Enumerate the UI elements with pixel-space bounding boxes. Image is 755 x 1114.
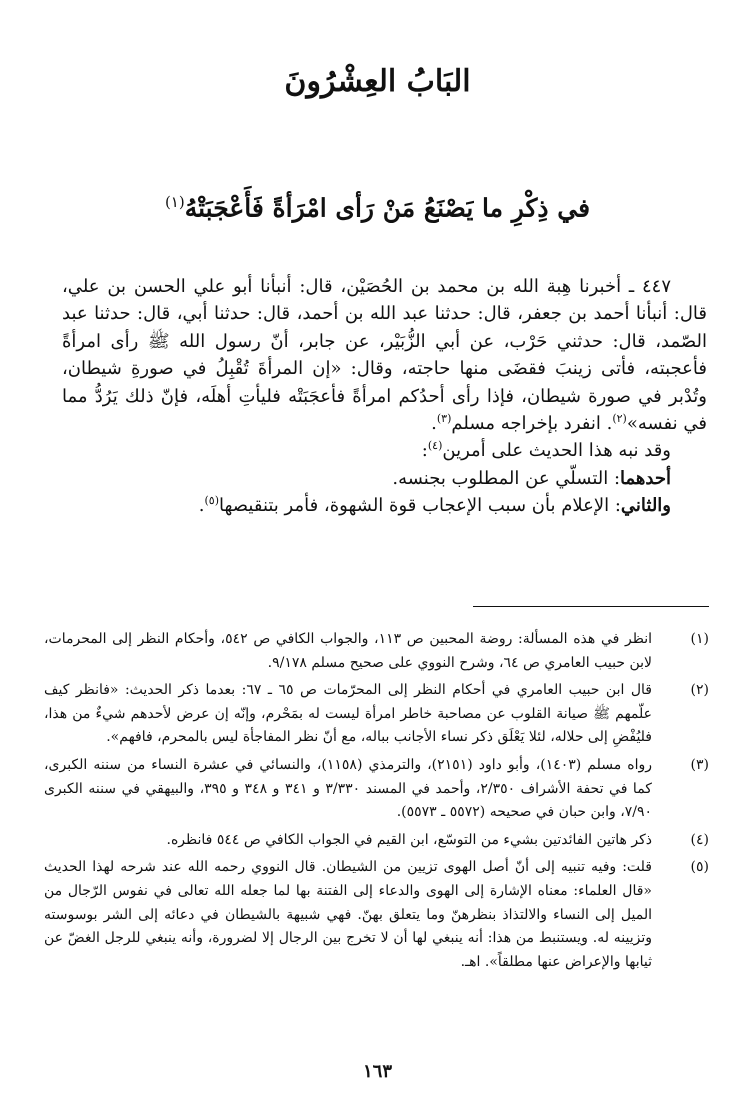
footnote-text: قال ابن حبيب العامري في أحكام النظر إلى المحرّمات ص ٦٥ ـ ٦٧: بعدما ذكر الحديث: «فانظر كيف علّمهم ﷺ صيانة القلوب عن مصاحبة خاطر امرأة ليست له بمَحْرم، وإنّه إن عرض لأحدهم شيءٌ من هذا، فليُفْضِ إلى حلاله، لئلا يَعْلَق ذكر نساء الأجانب بباله، مع أنّ نظر المفاجأة ليس بالمحرم، فافهم».	[44, 682, 652, 746]
footnote	[44, 628, 709, 675]
second-point-text: : الإعلام بأن سبب الإعجاب قوة الشهوة، فأمر بتنقيصها	[219, 495, 621, 517]
first-point-text: : التسلّي عن المطلوب بجنسه.	[392, 467, 621, 489]
footnote-number: (٤)	[690, 831, 709, 848]
footnote-number: (٣)	[690, 756, 709, 773]
footnote-ref-5: (٥)	[204, 494, 220, 508]
hadith-end: .	[431, 413, 437, 435]
footnote-ref-3: (٣)	[436, 412, 452, 426]
footnote	[44, 679, 709, 750]
hadith-paragraph	[62, 273, 707, 437]
footnote	[44, 829, 709, 853]
footnote-number: (٢)	[690, 682, 709, 699]
main-text	[62, 273, 707, 520]
note-intro	[62, 437, 707, 464]
page-number: ١٦٣	[362, 1061, 392, 1082]
footnote-number: (١)	[690, 631, 709, 647]
second-point-label: والثاني	[620, 495, 671, 517]
footnote	[44, 754, 709, 825]
footnote-number: (٥)	[690, 859, 709, 876]
footnote-text: ذكر هاتين الفائدتين بشيء من التوسّع، ابن القيم في الجواب الكافي ص ٥٤٤ فانظره.	[166, 831, 652, 848]
hadith-text: ٤٤٧ ـ أخبرنا هِبة الله بن محمد بن الحُصَيْن، قال: أنبأنا أبو علي الحسن بن علي، قال: أنبأنا أحمد بن جعفر، قال: حدثنا عبد الله بن أحمد، قال: حدثنا أبي، قال: حدثنا عبد الصّمد، قال: حدثني حَرْب، عن أبي الزُّبَيْر، عن جابر، أنّ رسول الله ﷺ رأى امرأةً فأعجبته، فأتى زينبَ فقضَى منها حاجته، وقال: «إن المرأةَ تُقْبِلُ في صورةِ شيطان، وتُدْبر في صورة شيطان، فإذا رأى أحدُكم امرأةً فأعجَبَتْه فليأتِ أهلَه، فإنّ ذلك يَرُدُّ مما في نفسه»	[62, 276, 707, 435]
first-point-label: أحدهما	[620, 467, 671, 489]
footnote-divider	[473, 606, 709, 607]
section-heading	[40, 182, 715, 228]
second-point-tail: .	[198, 495, 205, 517]
footnote-ref-1: (١)	[164, 193, 185, 211]
footnote-ref-4: (٤)	[427, 439, 443, 453]
section-heading-text: في ذِكْرِ ما يَصْنَعُ مَنْ رَأى امْرَأةً فَأَعْجَبَتْهُ	[184, 193, 591, 223]
footnotes	[44, 628, 709, 978]
second-point	[62, 492, 707, 519]
footnote-text: قلت: وفيه تنبيه إلى أنّ أصل الهوى تزيين من الشيطان. قال النووي رحمه الله عند شرحه لهذا الحديث «قال العلماء: معناه الإشارة إلى الهوى والدعاء إلى الفتنة بها لما جعله الله تعالى في نفوس الرّجال من الميل إلى النساء والالتذاذ بنظرهنّ وما يتعلق بهنّ. فهي شبيهة بالشيطان في دعائه إلى الشر بوسوسته وتزيينه له. ويستنبط من هذا: أنه ينبغي لها أن لا تخرج بين الرجال إلا لضرورة، وأنه ينبغي للرجل الغضّ عن ثيابها والإعراض عنها مطلقاً». اهـ.	[44, 859, 652, 970]
hadith-attribution: . انفرد بإخراجه مسلم	[451, 413, 613, 435]
footnote-ref-2: (٢)	[612, 412, 627, 426]
chapter-title: البَابُ العِشْرُونَ	[284, 64, 471, 99]
first-point	[62, 465, 707, 492]
footnote-text: رواه مسلم (١٤٠٣)، وأبو داود (٢١٥١)، والترمذي (١١٥٨)، والنسائي في عشرة النساء من سننه الكبرى، كما في تحفة الأشراف ٢/٣٥٠، وأحمد في المسند ٣/٣٣٠ و ٣٤١ و ٣٤٨ و ٣٩٥، والبيهقي في سننه الكبرى ٧/٩٠، وابن حبان في صحيحه (٥٥٧٢ ـ ٥٥٧٣).	[44, 756, 652, 821]
footnote	[44, 856, 709, 974]
note-intro-tail: :	[421, 440, 428, 462]
footnote-text: انظر في هذه المسألة: روضة المحبين ص ١١٣، والجواب الكافي ص ٥٤٢، وأحكام النظر إلى المحرمات، لابن حبيب العامري ص ٦٤، وشرح النووي على صحيح مسلم ٩/١٧٨.	[44, 631, 652, 671]
note-intro-text: وقد نبه هذا الحديث على أمرين	[442, 440, 671, 462]
